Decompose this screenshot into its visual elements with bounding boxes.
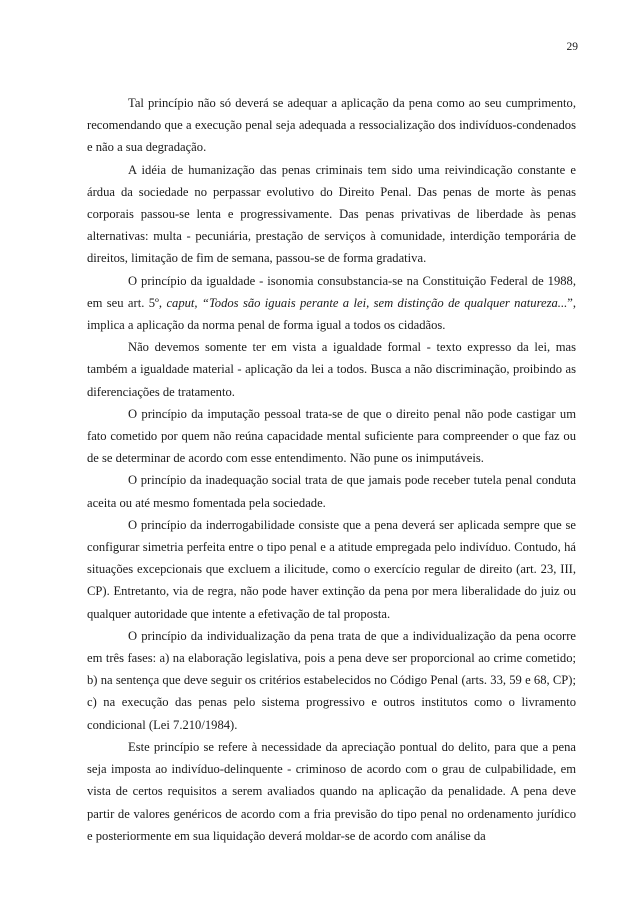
paragraph-proporcionalidade: Tal princípio não só deverá se adequar a aplicação da pena como ao seu cumprimento, recomendando que a execução penal seja adequada a ressocialização dos indivíduos-condenados e não a sua degradação. <box>87 96 576 155</box>
paragraph-humanizacao: A idéia de humanização das penas criminais tem sido uma reivindicação constante e árdua da sociedade no perpassar evolutivo do Direito Penal. Das penas de morte às penas corporais passou-se lenta e progressivamente. Das penas privativas de liberdade às penas alternativas: multa - pecuniária, prestação de serviços à comunidade, interdição temporária de direitos, limitação de fim de semana, passou-se de forma gradativa. <box>87 162 576 266</box>
paragraph-individualizacao: O princípio da individualização da pena trata de que a individualização da pena ocorre em três fases: a) na elaboração legislativa, pois a pena deve ser proporcional ao crime cometido; b) na sentença que deve seguir os critérios estabelecidos no Código Penal (arts. 33, 59 e 68, CP); c) na execução das penas pelo sistema progressivo e outros institutos como o livramento condicional (Lei 7.210/1984). <box>87 628 576 732</box>
paragraph-igualdade-material: Não devemos somente ter em vista a igualdade formal - texto expresso da lei, mas também a igualdade material - aplicação da lei a todos. Busca a não discriminação, proibindo as diferenciações de tratamento. <box>87 340 576 399</box>
page-number: 29 <box>566 41 578 53</box>
paragraph-inderrogabilidade: O princípio da inderrogabilidade consiste que a pena deverá ser aplicada sempre que se configurar simetria perfeita entre o tipo penal e a atitude empregada pelo indivíduo. Contudo, há situações excepcionais que excluem a ilicitude, como o exercício regular de direito (art. 23, III, CP). Entretanto, via de regra, não pode haver extinção da pena por mera liberalidade do juiz ou qualquer autoridade que intente a efetivação de tal proposta. <box>87 517 576 621</box>
paragraph-igualdade <box>87 270 576 337</box>
igualdade-text-after: ”, implica a aplicação da norma penal de forma igual a todos os cidadãos. <box>87 295 576 333</box>
igualdade-quote-italic: caput, “Todos são iguais perante a lei, sem distinção de qualquer natureza... <box>166 295 568 310</box>
paragraph-inadequacao-social: O princípio da inadequação social trata de que jamais pode receber tutela penal conduta aceita ou até mesmo fomentada pela sociedade. <box>87 473 576 510</box>
paragraph-apreciacao-pontual: Este princípio se refere à necessidade da apreciação pontual do delito, para que a pena seja imposta ao indivíduo-delinquente - criminoso de acordo com o grau de culpabilidade, em vista de certos requisitos a serem avaliados quando na aplicação da penalidade. A pena deve partir de valores genéricos de acordo com a fria previsão do tipo penal no ordenamento jurídico e posteriormente em sua liquidação deverá moldar-se de acordo com análise da <box>87 739 576 843</box>
paragraph-imputacao-pessoal: O princípio da imputação pessoal trata-se de que o direito penal não pode castigar um fato cometido por quem não reúna capacidade mental suficiente para compreender o que faz ou de se determinar de acordo com esse entendimento. Não pune os inimputáveis. <box>87 406 576 466</box>
igualdade-text-before: O princípio da igualdade - isonomia consubstancia-se na Constituição Federal de 1988, em seu art. 5º, <box>87 273 576 310</box>
body-text <box>87 92 576 847</box>
